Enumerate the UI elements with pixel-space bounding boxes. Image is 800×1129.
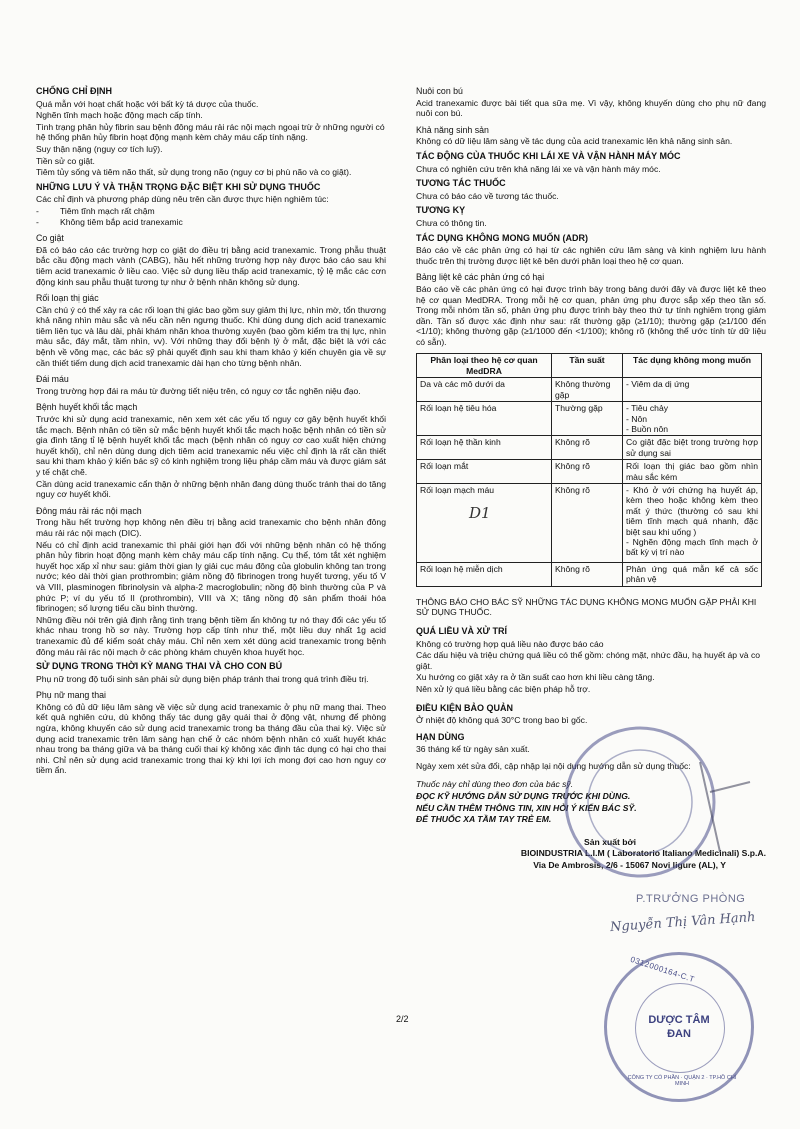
overdose-title: QUÁ LIỀU VÀ XỬ TRÍ — [416, 625, 507, 636]
effect-cell — [623, 562, 762, 586]
effect-cell — [623, 378, 762, 402]
effect-line: - Tiêu chảy — [626, 403, 669, 414]
contra-line: Nghẽn tĩnh mạch hoặc động mạch cấp tính. — [36, 110, 203, 121]
adr-list-title: Bảng liệt kê các phản ứng có hại — [416, 272, 545, 283]
interactions-title: TƯƠNG TÁC THUỐC — [416, 178, 506, 189]
freq-cell: Không rõ — [552, 460, 623, 484]
organ-cell: Rối loạn hệ thần kinh — [417, 436, 552, 460]
contra-line: Quá mẫn với hoạt chất hoặc với bất kỳ tá dược của thuốc. — [36, 98, 259, 109]
seal-center-text: DƯỢC TÂM ĐAN — [648, 1014, 710, 1040]
dic-text-2: Nếu có chỉ định acid tranexamic thì phải giới hạn đối với những bệnh nhân có hệ thống phân hủy fibrin hoạt động mạnh kèm chảy máu cấp tính nặng. Cụ thể, tóm tắt xét nghiệm huyết học xấp xỉ như sau: giảm thời gian ly giải cục máu đông của globulin không tan trong nước; kéo dài thời gian prothrombin; giảm nồng độ fibrinogen trong huyết tương, yếu tố V và VIII, plasminogen fibrinolysin và alpha-2 macroglobulin; nồng độ bình thường của P và phức P; ví dụ yếu tố II (prothrombin), VIII và X; tăng nồng độ sản phẩm thoái hóa fibrinogen; số lượng tiểu cầu bình thường. — [36, 539, 386, 614]
review-date-text: Ngày xem xét sửa đổi, cập nhập lại nội dung hướng dẫn sử dụng thuốc: — [416, 760, 691, 771]
driving-text: Chưa có nghiên cứu trên khả năng lái xe và vận hành máy móc. — [416, 163, 661, 174]
effect-line: Co giật đặc biệt trong trường hợp sử dụng sai — [626, 437, 758, 458]
company-name: BIOINDUSTRIA L.I.M ( Laboratorio Italiano Medicinali) S.p.A. — [520, 848, 766, 859]
column-header: Phân loại theo hệ cơ quan MedDRA — [417, 354, 552, 378]
freq-cell: Không thường gặp — [552, 378, 623, 402]
seizure-title: Co giật — [36, 233, 64, 244]
vision-text: Cần chú ý có thể xảy ra các rối loạn thị giác bao gồm suy giảm thị lực, nhìn mờ, tổn thương khả năng nhìn màu sắc và nếu cần nên ngưng thuốc. Khi dùng dung dịch acid tranexamic tiêm liên tục và lâu dài, phải khám nhãn khoa thường xuyên (bao gồm kiểm tra thị lực, nhìn màu sắc, đáy mắt, tầm nhìn, vv). Với những thay đổi bệnh lý ở mắt, đặc biệt là với các bệnh về võng mạc, các bác sỹ phải quyết định sau khi tham khảo ý kiến chuyên gia về sự cần thiết tiếm dung dịch acid tranexamic dài hạn cho từng bệnh nhân. — [36, 304, 386, 368]
adr-list-text: Báo cáo về các phản ứng có hại được trình bày trong bảng dưới đây và được liệt kê theo hệ cơ quan MedDRA. Trong mỗi hệ cơ quan, phản ứng phụ được sắp xếp theo tần số. Trong mỗi nhóm tần số, phản ứng phụ được trình bày theo thứ tự tính nghiêm trọng giảm dần. Tần số được xác định như sau: rất thường gặp (≥1/10); thường gặp (≥1/100 đến <1/10); không thường gặp (≥1/1000 đến <1/100); không rõ (không thể ước tính từ dữ liệu có sẵn). — [416, 283, 766, 347]
list-item: - Không tiêm bắp acid tranexamic — [36, 217, 386, 228]
list-item: - Tiêm tĩnh mạch rất chậm — [36, 206, 386, 217]
organ-cell: Rối loạn hệ tiêu hóa — [417, 402, 552, 436]
effect-line: - Viêm da dị ứng — [626, 379, 690, 390]
warnings-intro: Các chỉ định và phương pháp dùng nêu trên cần được thực hiện nghiêm túc: — [36, 194, 329, 205]
effect-cell — [623, 402, 762, 436]
table-row — [417, 402, 762, 436]
fertility-text: Không có dữ liệu lâm sàng về tác dụng của acid tranexamic lên khả năng sinh sản. — [416, 136, 733, 147]
dic-text-1: Trong hầu hết trường hợp không nên điều trị bằng acid tranexamic cho bệnh nhân đông máu rải rác nội mạch (DIC). — [36, 517, 386, 538]
warnings-list — [36, 206, 386, 227]
seizure-text: Đã có báo cáo các trường hợp co giật do điều trị bằng acid tranexamic. Trong phẫu thuật bắc cầu động mạch vành (CABG), hầu hết những trường hợp này được báo cáo sau khi tiêm acid tranexamic ở liều cao. Việc sử dụng liều thấp acid tranexamic, tỷ lệ mắc các cơn động kinh sau phẫu thuật tương tự như ở bệnh nhân không sử dụng. — [36, 244, 386, 287]
caution-line: NẾU CẦN THÊM THÔNG TIN, XIN HỎI Ý KIẾN BÁC SỸ. — [416, 802, 637, 813]
table-row — [417, 483, 762, 562]
effect-line: - Nghẽn động mạch tĩnh mạch ở bất kỳ vị trí nào — [626, 536, 758, 558]
handwritten-mark: D1 — [469, 503, 491, 522]
effect-line: Phản ứng quá mẫn kể cả sốc phản vệ — [626, 563, 758, 585]
prescription-note: Thuốc này chỉ dùng theo đơn của bác sỹ. — [416, 779, 574, 790]
lactation-text: Acid tranexamic được bài tiết qua sữa mẹ. Vì vậy, không khuyến dùng cho phụ nữ đang nuôi con bú. — [416, 97, 766, 119]
caution-line: ĐỂ THUỐC XA TẦM TAY TRẺ EM. — [416, 814, 552, 825]
overdose-line: Xu hướng co giật xảy ra ở tần suất cao hơn khi liều càng tăng. — [416, 672, 655, 683]
table-row — [417, 436, 762, 460]
thrombo-text-2: Cần dùng acid tranexamic cẩn thận ở những bệnh nhân đang dùng thuốc tránh thai do tăng nguy cơ huyết khối. — [36, 478, 386, 500]
freq-cell: Thường gặp — [552, 402, 623, 436]
storage-title: ĐIỀU KIỆN BẢO QUẢN — [416, 702, 514, 713]
made-by-label: Sản xuất bởi — [584, 836, 636, 847]
left-column — [36, 82, 386, 777]
freq-cell: Không rõ — [552, 483, 623, 562]
organ-cell: Rối loạn mắt — [417, 460, 552, 484]
round-seal-top — [560, 722, 770, 882]
page-number: 2/2 — [396, 1014, 409, 1024]
effect-line: Rối loạn thị giác bao gồm nhìn màu sắc kém — [626, 461, 758, 482]
organ-cell — [417, 483, 552, 562]
table-row — [417, 562, 762, 586]
incompat-title: TƯƠNG KỴ — [416, 205, 466, 216]
company-seal — [604, 952, 754, 1102]
pregnancy-intro: Phụ nữ trong độ tuổi sinh sản phải sử dụng biện pháp tránh thai trong quá trình điều trị. — [36, 673, 369, 684]
contraindications-title: CHỐNG CHỈ ĐỊNH — [36, 86, 112, 96]
pregnant-title: Phụ nữ mang thai — [36, 690, 106, 701]
effect-line: - Buồn nôn — [626, 423, 669, 434]
table-row — [417, 378, 762, 402]
storage-text: Ở nhiệt độ không quá 30°C trong bao bì gốc. — [416, 715, 588, 726]
effect-cell — [623, 436, 762, 460]
driving-title: TÁC ĐỘNG CỦA THUỐC KHI LÁI XE VÀ VẬN HÀNH MÁY MÓC — [416, 150, 681, 161]
contra-line: Tình trạng phân hủy fibrin sau bệnh đông máu rải rác nội mạch ngoại trừ ở những người có hệ thống phân hủy fibrin hoạt động mạnh kèm chảy máu cấp tính nặng. — [36, 121, 385, 143]
overdose-line: Nên xử lý quá liều bằng các biện pháp hỗ trợ. — [416, 683, 591, 694]
overdose-line: Không có trường hợp quá liều nào được báo cáo — [416, 638, 604, 649]
dic-text-3: Những điều nói trên giả định rằng tình trạng bệnh tiềm ẩn không tự nó thay đổi các yếu tố khác nhau trong hồ sơ này. Trường hợp cấp tính như thế, một liều duy nhất 1g acid tranexamic đủ để kiểm soát chảy máu. Chỉ nên xem xét dùng acid tranexamic trong bệnh đông máu rải rác nội mạch ở các phòng khám chuyên khoa huyết học. — [36, 614, 386, 657]
notify-text: THÔNG BÁO CHO BÁC SỸ NHỮNG TÁC DỤNG KHÔNG MONG MUỐN GẶP PHẢI KHI SỬ DỤNG THUỐC. — [416, 596, 757, 618]
hematuria-text: Trong trường hợp đái ra máu từ đường tiết niệu trên, có nguy cơ tắc nghẽn niệu đạo. — [36, 385, 361, 396]
thrombo-text: Trước khi sử dụng acid tranexamic, nên xem xét các yếu tố nguy cơ gây bệnh huyết khối tắc mạch. Bệnh nhân có tiền sử mắc bệnh huyết khối tắc mạch hoặc bệnh nhân có tiền sử gia đình tăng tỉ lệ bệnh huyết khối tắc mạch (bệnh nhân có nguy cơ cao xuất hiện chứng huyết khối), chỉ nên dùng dung dịch tiêm acid tranexamic nếu việc chỉ định là rất cần thiết sau khi tham khảo ý kiến bác sỹ có kinh nghiệm trong liệu pháp cầm máu và được giám sát y tế chặt chẽ. — [36, 414, 386, 477]
thrombo-title: Bệnh huyết khối tắc mạch — [36, 402, 138, 413]
table-header-row — [417, 354, 762, 378]
adr-text: Báo cáo về các phản ứng có hại từ các nghiên cứu lâm sàng và kinh nghiệm lưu hành thuốc trên thị trường được liệt kê bên dưới phân loại theo hệ cơ quan. — [416, 245, 766, 266]
incompat-text: Chưa có thông tin. — [416, 217, 487, 228]
effect-line: - Khó ở với chứng hạ huyết áp, kèm theo hoặc không kèm theo mất ý thức (thường có sau khi tiêm tĩnh mạch quá nhanh, đặc biệt sau khi uống ) — [626, 484, 758, 537]
seal-number: 0312000164-C.T — [629, 954, 696, 985]
stamp-title: P.TRƯỞNG PHÒNG — [636, 893, 746, 905]
shelf-life-text: 36 tháng kể từ ngày sản xuất. — [416, 744, 530, 755]
warnings-title: NHỮNG LƯU Ý VÀ THẬN TRỌNG ĐẶC BIỆT KHI SỬ DỤNG THUỐC — [36, 181, 321, 192]
freq-cell: Không rõ — [552, 436, 623, 460]
caution-line: ĐỌC KỸ HƯỚNG DẪN SỬ DỤNG TRƯỚC KHI DÙNG. — [416, 791, 631, 802]
effect-cell — [623, 460, 762, 484]
organ-cell: Rối loạn hệ miễn dịch — [417, 562, 552, 586]
organ-label: Rối loạn mạch máu — [420, 484, 495, 495]
contra-line: Tiêm tủy sống và tiêm não thất, sử dụng trong não (nguy cơ bị phù não và co giật). — [36, 167, 352, 178]
table-row — [417, 460, 762, 484]
freq-cell: Không rõ — [552, 562, 623, 586]
seal-ring-text: CÔNG TY CỔ PHẦN · QUẬN 2 · TP.HỒ CHÍ MINH — [627, 1075, 737, 1087]
effect-line: - Nôn — [626, 413, 648, 424]
pregnant-text: Không có đủ dữ liệu lâm sàng về việc sử dụng acid tranexamic ở phụ nữ mang thai. Theo kết quả nghiên cứu, dù không thấy tác dụng gây quái thai ở động vật, nhưng để phòng ngừa, không khuyến cáo sử dụng acid tranexamic trong ba tháng đầu của thai kỳ. Việc sử dụng acid tranexamic trên lâm sàng hạn chế ở các nhóm bệnh nhân có xuất huyết khác nhau trong ba tháng giữa và ba tháng cuối thai kỳ không xác định tác dụng có hại cho thai nhi. Chỉ nên sử dụng acid tranexamic trong thai kỳ khi lợi ích mong đợi cao hơn nguy cơ tiềm ẩn. — [36, 701, 386, 776]
contra-line: Tiền sử co giật. — [36, 155, 95, 166]
interactions-text: Chưa có báo cáo về tương tác thuốc. — [416, 190, 559, 201]
shelf-life-title: HẠN DÙNG — [416, 731, 465, 742]
contra-line: Suy thận nặng (nguy cơ tích luỹ). — [36, 143, 163, 154]
overdose-line: Các dấu hiệu và triệu chứng quá liều có thể gồm: chóng mặt, nhức đầu, hạ huyết áp và co giật. — [416, 650, 761, 671]
company-address: Via De Ambrosis, 2/6 - 15067 Novi ligure (AL), Y — [533, 860, 726, 871]
effect-cell — [623, 483, 762, 562]
signature: Nguyễn Thị Vân Hạnh — [609, 909, 756, 936]
organ-cell: Da và các mô dưới da — [417, 378, 552, 402]
fertility-title: Khả năng sinh sản — [416, 124, 489, 135]
lactation-title: Nuôi con bú — [416, 86, 463, 96]
vision-title: Rối loạn thị giác — [36, 293, 99, 304]
adr-title: TÁC DỤNG KHÔNG MONG MUỐN (ADR) — [416, 232, 588, 243]
adr-table — [416, 353, 762, 586]
pregnancy-title: SỬ DỤNG TRONG THỜI KỲ MANG THAI VÀ CHO CON BÚ — [36, 661, 283, 672]
column-header: Tần suất — [552, 354, 623, 378]
column-header: Tác dụng không mong muốn — [623, 354, 762, 378]
dic-title: Đông máu rải rác nội mạch — [36, 505, 142, 516]
hematuria-title: Đái máu — [36, 374, 69, 385]
